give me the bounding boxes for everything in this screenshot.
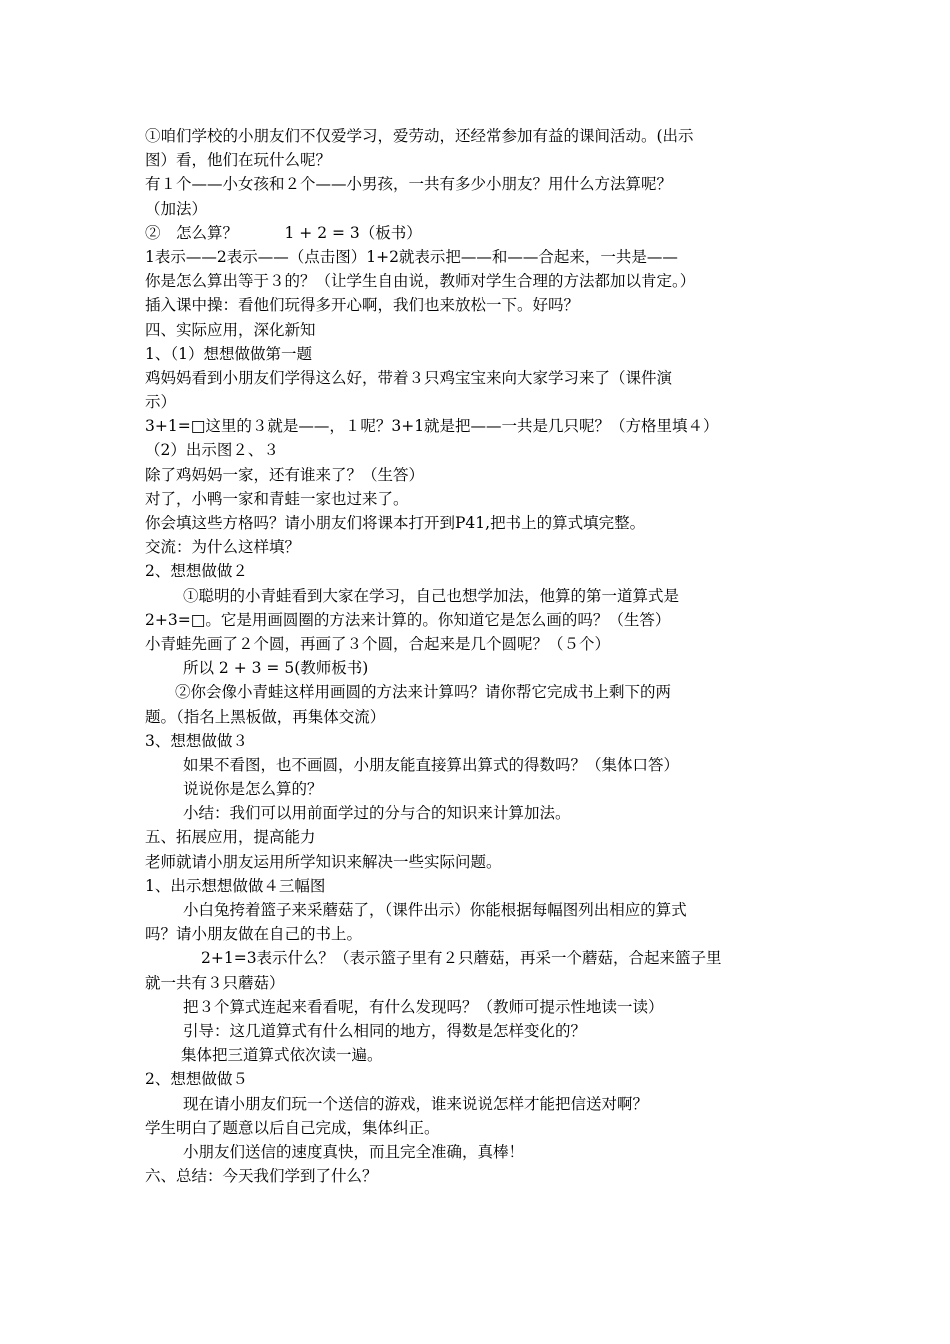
- text-line: 老师就请小朋友运用所学知识来解决一些实际问题。: [145, 852, 502, 871]
- text-line: 集体把三道算式依次读一遍。: [181, 1046, 383, 1065]
- text-line: ①咱们学校的小朋友们不仅爱学习，爱劳动，还经常参加有益的课间活动。(出示: [145, 127, 694, 145]
- text-line: 小青蛙先画了２个圆，再画了３个圆，合起来是几个圆呢？（５个）: [145, 634, 611, 653]
- subsection-heading: 2、想想做做５: [145, 1070, 248, 1089]
- text-line: ② 怎么算？ 1 + 2 = 3（板书）: [145, 223, 422, 242]
- text-line: 示）: [145, 393, 177, 412]
- section-heading: 四、实际应用，深化新知: [145, 320, 316, 339]
- text-line: 如果不看图，也不画圆，小朋友能直接算出算式的得数吗？（集体口答）: [183, 755, 680, 774]
- document-page: [145, 124, 813, 1188]
- section-heading: 五、拓展应用，提高能力: [145, 828, 316, 847]
- text-line: （加法）: [145, 199, 208, 218]
- subsection-heading: 1、出示想想做做４三幅图: [145, 876, 326, 895]
- text-line: 你会填这些方格吗？请小朋友们将课本打开到P41,把书上的算式填完整。: [145, 514, 646, 532]
- text-line: 鸡妈妈看到小朋友们学得这么好，带着３只鸡宝宝来向大家学习来了（课件演: [145, 368, 673, 387]
- text-line: 把３个算式连起来看看呢，有什么发现吗？（教师可提示性地读一读）: [183, 997, 664, 1016]
- text-line: 小结：我们可以用前面学过的分与合的知识来计算加法。: [183, 804, 571, 823]
- text-line: 所以 2 + 3 = 5(教师板书): [183, 659, 369, 678]
- text-line: 引导：这几道算式有什么相同的地方，得数是怎样变化的？: [183, 1021, 587, 1040]
- text-line: 吗？请小朋友做在自己的书上。: [145, 925, 363, 944]
- text-line: 插入课中操：看他们玩得多开心啊，我们也来放松一下。好吗？: [145, 296, 580, 315]
- text-line: 题。（指名上黑板做，再集体交流）: [145, 707, 386, 726]
- text-line: 除了鸡妈妈一家，还有谁来了？（生答）: [145, 465, 425, 484]
- text-line: 现在请小朋友们玩一个送信的游戏，谁来说说怎样才能把信送对啊？: [183, 1094, 649, 1113]
- text-line: 2+1=3表示什么？（表示篮子里有２只蘑菇，再采一个蘑菇，合起来篮子里: [201, 949, 722, 968]
- section-heading: 六、总结：今天我们学到了什么？: [145, 1167, 378, 1186]
- text-line: 图）看，他们在玩什么呢？: [145, 151, 332, 170]
- text-line: 小白兔挎着篮子来采蘑菇了，（课件出示）你能根据每幅图列出相应的算式: [183, 901, 687, 919]
- text-line: ②你会像小青蛙这样用画圆的方法来计算吗？请你帮它完成书上剩下的两: [175, 683, 672, 702]
- text-line: （2）出示图２、３: [145, 441, 279, 460]
- subsection-heading: 3、想想做做３: [145, 731, 248, 750]
- text-line: 对了，小鸭一家和青蛙一家也过来了。: [145, 489, 409, 508]
- text-line: ①聪明的小青蛙看到大家在学习，自己也想学加法，他算的第一道算式是: [183, 586, 680, 605]
- subsection-heading: 2、想想做做２: [145, 562, 248, 581]
- text-line: 1表示——2表示——（点击图）1+2就表示把——和——合起来，一共是——: [145, 247, 678, 266]
- text-line: 2+3=□。它是用画圆圈的方法来计算的。你知道它是怎么画的吗？（生答）: [145, 610, 671, 629]
- text-line: 小朋友们送信的速度真快，而且完全准确，真棒！: [183, 1142, 525, 1161]
- text-line: 有１个——小女孩和２个——小男孩，一共有多少小朋友？用什么方法算呢？: [145, 175, 673, 194]
- text-line: 学生明白了题意以后自己完成，集体纠正。: [145, 1118, 440, 1137]
- subsection-heading: 1、（1）想想做做第一题: [145, 344, 312, 363]
- text-line: 交流：为什么这样填？: [145, 538, 301, 557]
- text-line: 3+1=□这里的３就是——，１呢？3+1就是把——一共是几只呢？（方格里填４）: [145, 417, 719, 436]
- text-line: 就一共有３只蘑菇）: [145, 973, 285, 992]
- text-line: 你是怎么算出等于３的？（让学生自由说，教师对学生合理的方法都加以肯定。）: [145, 272, 696, 291]
- text-line: 说说你是怎么算的？: [183, 780, 323, 799]
